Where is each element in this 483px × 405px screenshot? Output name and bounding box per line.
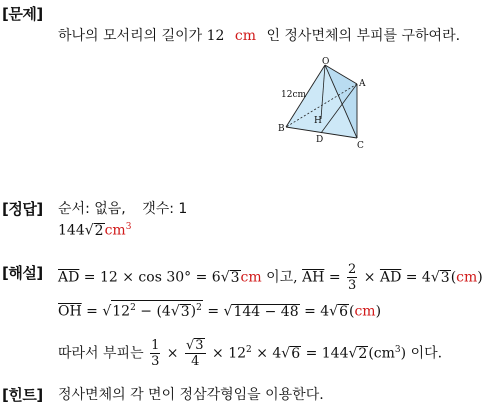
eq-2: = <box>207 303 220 320</box>
label-d: D <box>316 135 324 145</box>
segment-ad-label-2: $\overline{AD}$ <box>379 269 402 286</box>
label-a: A <box>359 79 366 89</box>
times-12: × 12 <box>212 345 247 362</box>
answer-meta: 순서: 없음, 갯수: 1 <box>58 201 188 217</box>
segment-ad-label: $\overline{AD}$ <box>58 269 80 286</box>
eq-ah-result: = 4 <box>405 269 431 286</box>
frac-num: 2 <box>348 262 357 277</box>
fraction-one-third <box>150 338 160 369</box>
unit-cm-4: (cm <box>368 345 395 362</box>
eq-oh: = <box>86 303 98 320</box>
solution-line-3: 따라서 부피는 $\frac{1}{3}$ × $\frac{√3}{4}$ × $12^2 \times 4√6 = 144√2(cm^3)$ 이다. <box>58 338 443 369</box>
answer-radicand: 2 <box>94 222 104 239</box>
unit-cm-2: cm <box>456 269 478 286</box>
frac2-den: 4 <box>191 354 200 369</box>
paren-4: (4 <box>156 303 171 320</box>
minus-sign: − <box>140 303 152 320</box>
frac2-num: √3 <box>185 338 204 353</box>
rad-2: 2 <box>358 345 368 362</box>
segment-oh-label: $\overline{OH}$ <box>58 303 82 320</box>
paren-open-2: ( <box>349 303 355 320</box>
exp-3: 3 <box>394 344 401 355</box>
eq-ah: = <box>328 269 341 286</box>
rad-6a: 6 <box>339 303 348 320</box>
rad-3a: 3 <box>230 269 240 286</box>
answer-coef: 144 <box>58 222 85 239</box>
order-value: 없음, <box>94 201 126 217</box>
solution-line-1: $\overline{AD} = 12 \times \cos 30^\circ = 6√3cm$ 이고, $\overline{AH}$ = $\frac{2}{3}$ × $\overline{AD} = 4√3(cm)$ <box>58 262 483 293</box>
sqrt-inner: 144 − 48 <box>233 303 299 320</box>
problem-text-main: 하나의 모서리의 길이가 12 <box>58 28 225 44</box>
times-sign: × <box>363 269 376 286</box>
fraction-two-thirds <box>347 262 357 293</box>
frac1-num: 1 <box>151 338 160 353</box>
conj-text: 이고, <box>266 269 298 286</box>
tetrahedron-diagram <box>276 56 366 152</box>
label-h: H <box>314 116 322 126</box>
unit-close: ) <box>400 345 407 362</box>
fraction-root3-over-4 <box>185 338 206 369</box>
volume-intro: 따라서 부피는 <box>58 345 144 362</box>
unit-cm-3: cm <box>354 303 376 320</box>
frac-den: 3 <box>348 278 357 293</box>
problem-text-after: 인 정사면체의 부피를 구하여라. <box>266 28 461 44</box>
rad-3b: 3 <box>440 269 450 286</box>
exp-2b: 2 <box>196 303 202 313</box>
label-c: C <box>357 141 364 151</box>
answer-unit-exp: 3 <box>125 222 132 232</box>
base-12: 12 <box>112 303 131 320</box>
label-o: O <box>322 57 330 67</box>
answer-unit: cm <box>104 222 126 239</box>
times-sign-2: × <box>166 345 179 362</box>
problem-tag: [문제] <box>2 5 43 23</box>
rad-3c: 3 <box>180 303 190 320</box>
frac2-radicand: 3 <box>195 338 204 353</box>
paren-close-2: ) <box>190 303 197 320</box>
paren-open: ( <box>450 269 457 286</box>
paren-close: ) <box>477 269 483 286</box>
answer-tag: [정답] <box>2 200 43 218</box>
problem-unit: cm <box>234 28 256 44</box>
eq-ad: = 12 × cos 30° = 6 <box>83 269 221 286</box>
segment-ah-label: $\overline{AH}$ <box>302 269 325 286</box>
hint-text: 정사면체의 각 면이 정삼각형임을 이용한다. <box>58 387 324 403</box>
exp-2a: 2 <box>130 303 136 313</box>
eq-3: = 4 <box>304 303 330 320</box>
solution-line-2: $\overline{OH} = √12^2 - (4√3)^2 = √144 - 48 = 4√6(cm)$ <box>58 300 381 320</box>
answer-value: $144√2cm^3$ <box>58 222 132 239</box>
rad-6b: 6 <box>291 345 301 362</box>
unit-cm-1: cm <box>240 269 262 286</box>
hint-tag: [힌트] <box>2 386 43 404</box>
order-label: 순서 <box>58 201 86 217</box>
label-b: B <box>278 124 285 134</box>
eq-result: = 144 <box>305 345 349 362</box>
count-value: 1 <box>178 201 188 217</box>
frac1-den: 3 <box>151 354 160 369</box>
sqrt-expression: $12^2 - (4√3)^2$ <box>111 300 203 319</box>
problem-text <box>58 25 460 45</box>
paren-close-3: ) <box>375 303 382 320</box>
times-4: × 4 <box>256 345 282 362</box>
exp-2c: 2 <box>246 344 252 355</box>
conclusion-text: 이다. <box>410 345 443 362</box>
label-edge-length: 12cm <box>281 90 307 100</box>
count-label: 갯수 <box>142 201 170 217</box>
solution-tag: [해설] <box>2 264 43 282</box>
